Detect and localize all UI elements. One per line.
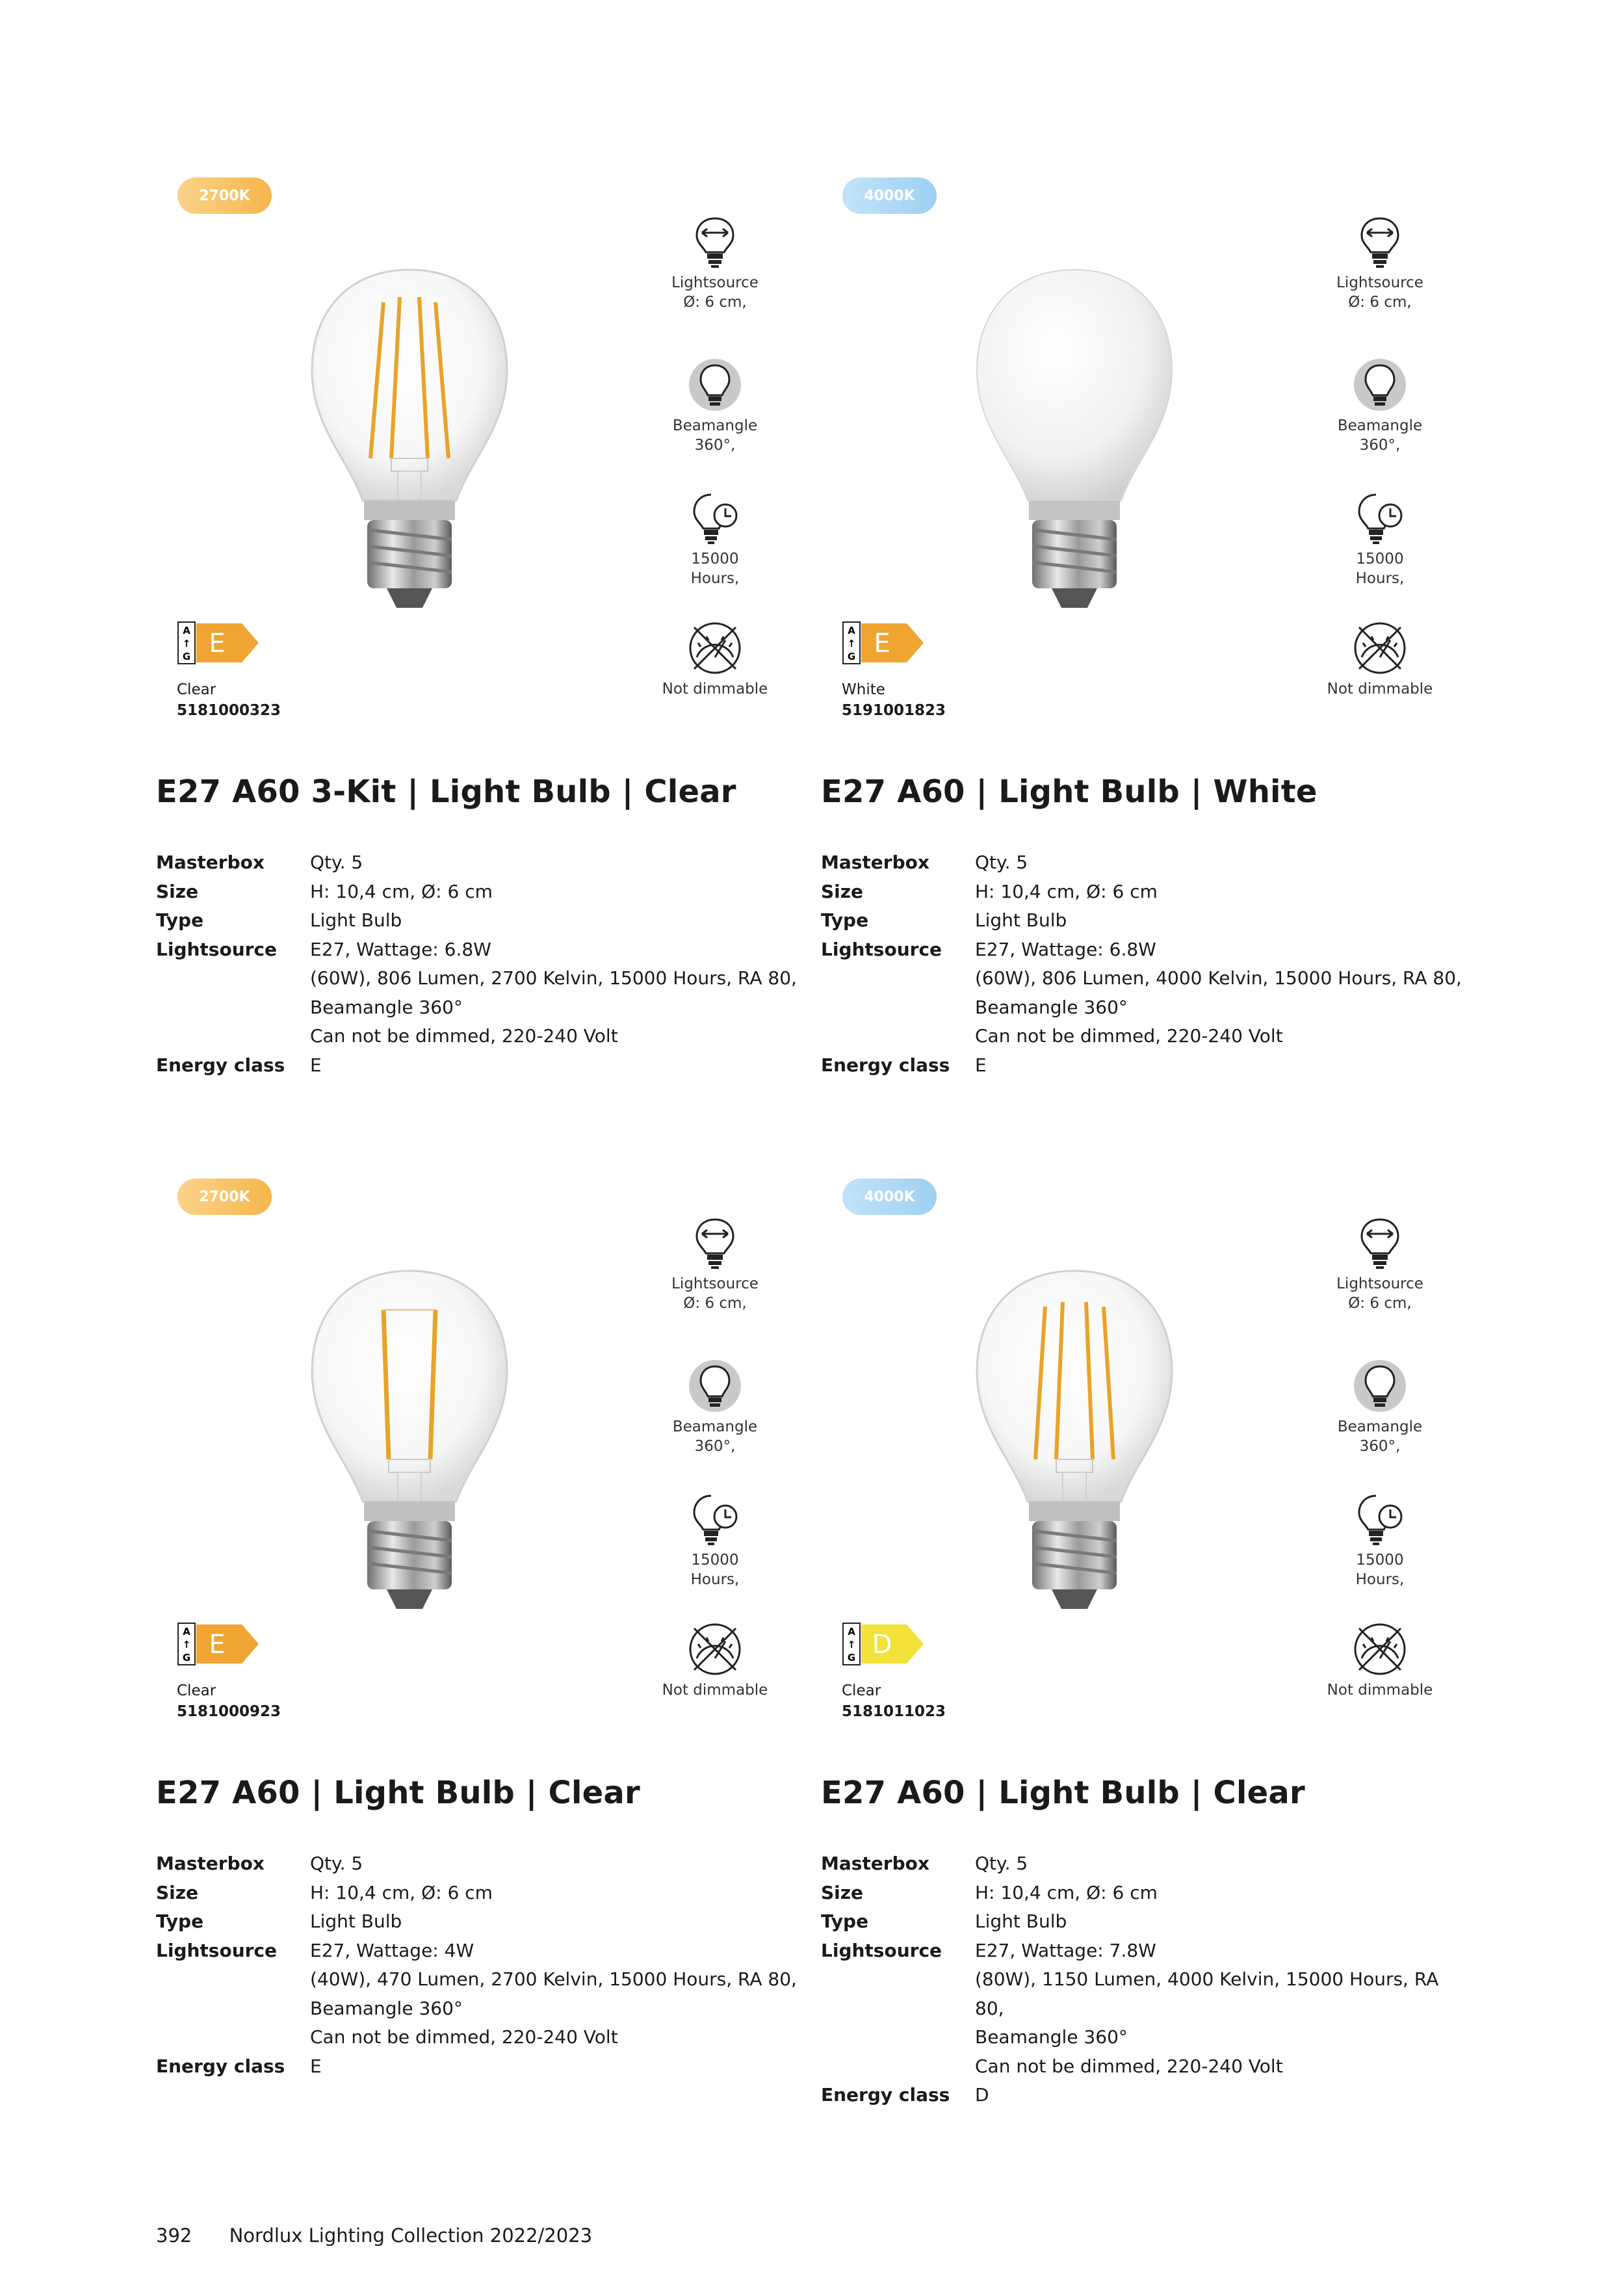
feature-lifetime <box>1315 491 1445 588</box>
feature-label: Lightsource <box>1336 1275 1423 1292</box>
spec-value: (60W), 806 Lumen, 2700 Kelvin, 15000 Hours, RA 80, <box>310 967 797 989</box>
article-number: 5181011023 <box>842 1703 946 1720</box>
svg-text:G: G <box>182 651 191 662</box>
product-image-clear-bulb <box>286 250 533 634</box>
spec-table <box>821 848 1469 1080</box>
spec-value: Can not be dimmed, 220-240 Volt <box>975 2055 1283 2077</box>
article-number: 5191001823 <box>842 702 946 719</box>
feature-label: Beamangle <box>1337 1418 1423 1435</box>
bulb-diameter-icon <box>688 1216 742 1270</box>
spec-table <box>156 1849 804 2081</box>
spec-value: Beamangle 360° <box>975 2026 1128 2048</box>
spec-value: E <box>310 2055 322 2077</box>
spec-label: Masterbox <box>821 852 929 873</box>
bulb-diameter-icon <box>1353 215 1407 269</box>
feature-label: Hours, <box>690 1571 740 1588</box>
variant-info <box>842 1680 946 1722</box>
spec-value: Light Bulb <box>310 909 402 931</box>
product-title: E27 A60 | Light Bulb | Clear <box>156 1775 640 1811</box>
svg-text:G: G <box>847 651 856 662</box>
spec-label: Lightsource <box>156 1939 278 1961</box>
feature-dimmable <box>1315 621 1445 699</box>
spec-value: Beamangle 360° <box>310 1997 463 2019</box>
product-card <box>156 1173 806 2161</box>
energy-arrow <box>861 623 924 662</box>
feature-beamangle <box>1315 1359 1445 1456</box>
feature-value: 360°, <box>1359 1438 1401 1455</box>
product-image-clear-bulb <box>951 1251 1198 1635</box>
energy-letter: E <box>874 629 890 659</box>
svg-text:↑: ↑ <box>182 1639 191 1650</box>
energy-letter: E <box>209 629 226 659</box>
energy-letter: D <box>872 1630 892 1660</box>
variant-name: Clear <box>177 681 216 698</box>
bulb-clock-icon <box>688 1492 742 1546</box>
spec-value: H: 10,4 cm, Ø: 6 cm <box>975 1881 1158 1903</box>
feature-dimmable <box>650 621 780 699</box>
spec-label: Energy class <box>156 1054 285 1076</box>
svg-text:↑: ↑ <box>182 638 191 649</box>
feature-value: 360°, <box>1359 437 1401 454</box>
spec-value: D <box>975 2084 989 2106</box>
not-dimmable-icon <box>1353 621 1407 675</box>
feature-label: Lightsource <box>671 274 759 291</box>
bulb-clock-icon <box>1353 491 1407 545</box>
svg-text:G: G <box>847 1652 856 1663</box>
feature-label: Lightsource <box>671 1275 759 1292</box>
feature-lightsource-size <box>650 215 780 312</box>
spec-label: Size <box>156 880 199 902</box>
feature-value: 15000 <box>691 551 739 567</box>
energy-label-icon <box>177 621 261 665</box>
feature-value: 15000 <box>1356 1552 1404 1569</box>
svg-text:↑: ↑ <box>847 638 856 649</box>
spec-value: E27, Wattage: 7.8W <box>975 1939 1156 1961</box>
product-card <box>156 172 806 1160</box>
feature-label: Hours, <box>1355 570 1405 587</box>
spec-label: Type <box>821 909 869 931</box>
svg-text:A: A <box>848 1626 855 1637</box>
page-number: 392 <box>156 2224 192 2247</box>
feature-label: Hours, <box>690 570 740 587</box>
feature-lightsource-size <box>1315 1216 1445 1313</box>
spec-label: Type <box>821 1911 869 1932</box>
not-dimmable-icon <box>688 621 742 675</box>
spec-label: Masterbox <box>821 1853 929 1874</box>
article-number: 5181000923 <box>177 1703 281 1720</box>
svg-text:A: A <box>183 625 190 636</box>
spec-label: Size <box>821 1881 864 1903</box>
product-title: E27 A60 | Light Bulb | White <box>821 774 1318 810</box>
feature-beamangle <box>650 1359 780 1456</box>
feature-label: Beamangle <box>1337 417 1423 434</box>
variant-name: White <box>842 681 885 698</box>
energy-label-icon <box>842 621 926 665</box>
color-temperature-badge: 2700K <box>177 177 272 214</box>
spec-label: Type <box>156 909 204 931</box>
feature-value: Ø: 6 cm, <box>1348 294 1412 311</box>
spec-value: H: 10,4 cm, Ø: 6 cm <box>310 1881 493 1903</box>
bulb-clock-icon <box>688 491 742 545</box>
spec-value: Can not be dimmed, 220-240 Volt <box>310 2026 618 2048</box>
feature-label: Not dimmable <box>1327 1682 1433 1699</box>
spec-label: Lightsource <box>821 1939 942 1961</box>
svg-text:↑: ↑ <box>847 1639 856 1650</box>
feature-beamangle <box>1315 358 1445 455</box>
beam-angle-icon <box>1353 1359 1407 1413</box>
product-card <box>821 1173 1471 2161</box>
variant-info <box>177 679 281 721</box>
spec-label: Masterbox <box>156 1853 265 1874</box>
feature-beamangle <box>650 358 780 455</box>
feature-label: Not dimmable <box>662 681 768 698</box>
not-dimmable-icon <box>1353 1622 1407 1676</box>
feature-label: Beamangle <box>672 1418 758 1435</box>
feature-label: Hours, <box>1355 1571 1405 1588</box>
bulb-diameter-icon <box>1353 1216 1407 1270</box>
spec-value: Can not be dimmed, 220-240 Volt <box>310 1025 618 1047</box>
feature-value: Ø: 6 cm, <box>1348 1295 1412 1312</box>
beam-angle-icon <box>688 1359 742 1413</box>
beam-angle-icon <box>688 358 742 412</box>
feature-value: Ø: 6 cm, <box>683 1295 747 1312</box>
spec-label: Energy class <box>821 2084 950 2106</box>
feature-value: 15000 <box>691 1552 739 1569</box>
product-card <box>821 172 1471 1160</box>
feature-lightsource-size <box>650 1216 780 1313</box>
feature-dimmable <box>1315 1622 1445 1700</box>
spec-label: Size <box>821 880 864 902</box>
spec-value: E27, Wattage: 4W <box>310 1939 474 1961</box>
feature-value: Ø: 6 cm, <box>683 294 747 311</box>
article-number: 5181000323 <box>177 702 281 719</box>
spec-value: Light Bulb <box>975 1911 1067 1932</box>
feature-lifetime <box>650 1492 780 1589</box>
variant-name: Clear <box>177 1682 216 1699</box>
feature-label: Not dimmable <box>1327 681 1433 698</box>
feature-label: Lightsource <box>1336 274 1423 291</box>
feature-label: Beamangle <box>672 417 758 434</box>
spec-label: Lightsource <box>156 938 278 960</box>
color-temperature-badge: 4000K <box>842 177 937 214</box>
spec-value: Qty. 5 <box>310 1853 363 1874</box>
bulb-clock-icon <box>1353 1492 1407 1546</box>
spec-value: Beamangle 360° <box>975 996 1128 1018</box>
variant-name: Clear <box>842 1682 881 1699</box>
feature-lightsource-size <box>1315 215 1445 312</box>
spec-value: (60W), 806 Lumen, 4000 Kelvin, 15000 Hours, RA 80, <box>975 967 1462 989</box>
spec-value: (40W), 470 Lumen, 2700 Kelvin, 15000 Hours, RA 80, <box>310 1968 797 1990</box>
energy-label-icon <box>842 1622 926 1666</box>
spec-label: Energy class <box>821 1054 950 1076</box>
spec-value: Beamangle 360° <box>310 996 463 1018</box>
variant-info <box>842 679 946 721</box>
spec-value: H: 10,4 cm, Ø: 6 cm <box>975 880 1158 902</box>
publication-title: Nordlux Lighting Collection 2022/2023 <box>229 2224 593 2247</box>
spec-value: E27, Wattage: 6.8W <box>975 938 1156 960</box>
variant-info <box>177 1680 281 1722</box>
feature-dimmable <box>650 1622 780 1700</box>
spec-value: E <box>310 1054 322 1076</box>
spec-label: Type <box>156 1911 204 1932</box>
page-footer <box>156 2224 592 2247</box>
product-title: E27 A60 | Light Bulb | Clear <box>821 1775 1305 1811</box>
energy-arrow <box>196 623 259 662</box>
svg-text:A: A <box>183 1626 190 1637</box>
spec-value: Light Bulb <box>310 1911 402 1932</box>
bulb-diameter-icon <box>688 215 742 269</box>
spec-value: H: 10,4 cm, Ø: 6 cm <box>310 880 493 902</box>
product-image-clear-bulb <box>286 1251 533 1635</box>
feature-value: 360°, <box>694 1438 736 1455</box>
spec-value: Qty. 5 <box>975 852 1028 873</box>
feature-value: 15000 <box>1356 551 1404 567</box>
spec-table <box>156 848 804 1080</box>
not-dimmable-icon <box>688 1622 742 1676</box>
spec-value: E27, Wattage: 6.8W <box>310 938 491 960</box>
energy-arrow <box>196 1624 259 1663</box>
beam-angle-icon <box>1353 358 1407 412</box>
svg-text:A: A <box>848 625 855 636</box>
energy-letter: E <box>209 1630 226 1660</box>
spec-label: Size <box>156 1881 199 1903</box>
spec-value: E <box>975 1054 987 1076</box>
product-image-white-bulb <box>951 250 1198 634</box>
spec-label: Energy class <box>156 2055 285 2077</box>
spec-value: Light Bulb <box>975 909 1067 931</box>
color-temperature-badge: 2700K <box>177 1179 272 1215</box>
product-title: E27 A60 3-Kit | Light Bulb | Clear <box>156 774 736 810</box>
spec-label: Masterbox <box>156 852 265 873</box>
feature-lifetime <box>650 491 780 588</box>
spec-value: Qty. 5 <box>310 852 363 873</box>
svg-text:G: G <box>182 1652 191 1663</box>
spec-value: Can not be dimmed, 220-240 Volt <box>975 1025 1283 1047</box>
feature-value: 360°, <box>694 437 736 454</box>
spec-value: (80W), 1150 Lumen, 4000 Kelvin, 15000 Hours, RA 80, <box>975 1968 1439 2019</box>
color-temperature-badge: 4000K <box>842 1179 937 1215</box>
feature-label: Not dimmable <box>662 1682 768 1699</box>
energy-label-icon <box>177 1622 261 1666</box>
spec-table <box>821 1849 1471 2110</box>
spec-label: Lightsource <box>821 938 942 960</box>
energy-arrow <box>861 1624 924 1663</box>
feature-lifetime <box>1315 1492 1445 1589</box>
spec-value: Qty. 5 <box>975 1853 1028 1874</box>
